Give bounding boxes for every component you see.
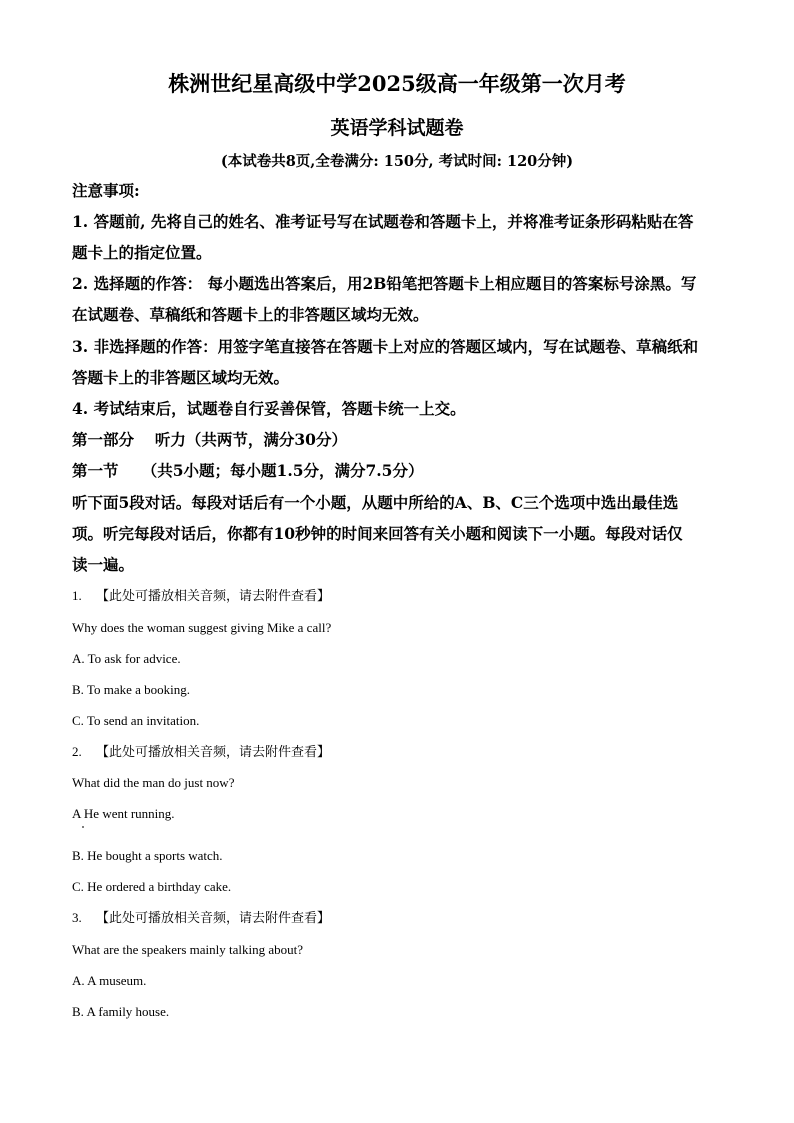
part-heading: 第一部分 听力（共两节，满分30分） <box>72 430 347 449</box>
notes-line: 答题卡上的非答题区域均无效。 <box>72 368 290 387</box>
question-number: 1. <box>72 588 82 603</box>
option-b: B. He bought a sports watch. <box>72 848 223 863</box>
section-heading: 第一节 （共5小题；每小题1.5分，满分7.5分） <box>72 461 424 480</box>
instructions-line: 听下面5段对话。每段对话后有一个小题，从题中所给的A、B、C三个选项中选出最佳选 <box>72 493 679 512</box>
notes-line: 在试题卷、草稿纸和答题卡上的非答题区域均无效。 <box>72 305 429 324</box>
question-1-header <box>72 587 330 606</box>
question-stem: What did the man do just now? <box>72 775 235 790</box>
notes-line: 3. 非选择题的作答：用签字笔直接答在答题卡上对应的答题区域内，写在试题卷、草稿纸和 <box>72 337 699 356</box>
question-number: 3. <box>72 910 82 925</box>
question-2-header <box>72 743 330 762</box>
option-c: C. To send an invitation. <box>72 713 200 728</box>
notes-line: 1. 答题前, 先将自己的姓名、准考证号写在试题卷和答题卡上，并将准考证条形码粘贴在答 <box>72 212 694 231</box>
option-b: B. To make a booking. <box>72 682 191 697</box>
audio-note: 【此处可播放相关音频，请去附件查看】 <box>96 745 331 760</box>
notes-line: 题卡上的指定位置。 <box>72 243 212 262</box>
instructions-line: 读一遍。 <box>72 555 135 574</box>
option-a: A. A museum. <box>72 973 147 988</box>
exam-info: (本试卷共8页,全卷满分: 150分, 考试时间: 120分钟) <box>220 153 574 170</box>
audio-note: 【此处可播放相关音频，请去附件查看】 <box>96 589 331 604</box>
option-a: A. To ask for advice. <box>72 651 181 666</box>
option-b: B. A family house. <box>72 1004 170 1019</box>
notes-line: 4. 考试结束后，试题卷自行妥善保管，答题卡统一上交。 <box>72 399 466 418</box>
question-stem: Why does the woman suggest giving Mike a call? <box>72 620 332 635</box>
question-number: 2. <box>72 744 82 759</box>
question-stem: What are the speakers mainly talking about? <box>72 942 304 957</box>
option-a: A He went running. <box>72 806 175 821</box>
notes-line: 2. 选择题的作答： 每小题选出答案后，用2B铅笔把答题卡上相应题目的答案标号涂黑。写 <box>72 274 697 293</box>
exam-subtitle: 英语学科试题卷 <box>330 117 464 139</box>
audio-note: 【此处可播放相关音频，请去附件查看】 <box>96 911 331 926</box>
stray-dot <box>82 826 84 828</box>
option-c: C. He ordered a birthday cake. <box>72 879 232 894</box>
notes-heading: 注意事项: <box>72 181 140 200</box>
instructions-line: 项。听完每段对话后，你都有10秒钟的时间来回答有关小题和阅读下一小题。每段对话仅 <box>72 524 683 543</box>
question-3-header <box>72 909 330 928</box>
exam-title: 株洲世纪星高级中学2025级高一年级第一次月考 <box>168 71 626 96</box>
